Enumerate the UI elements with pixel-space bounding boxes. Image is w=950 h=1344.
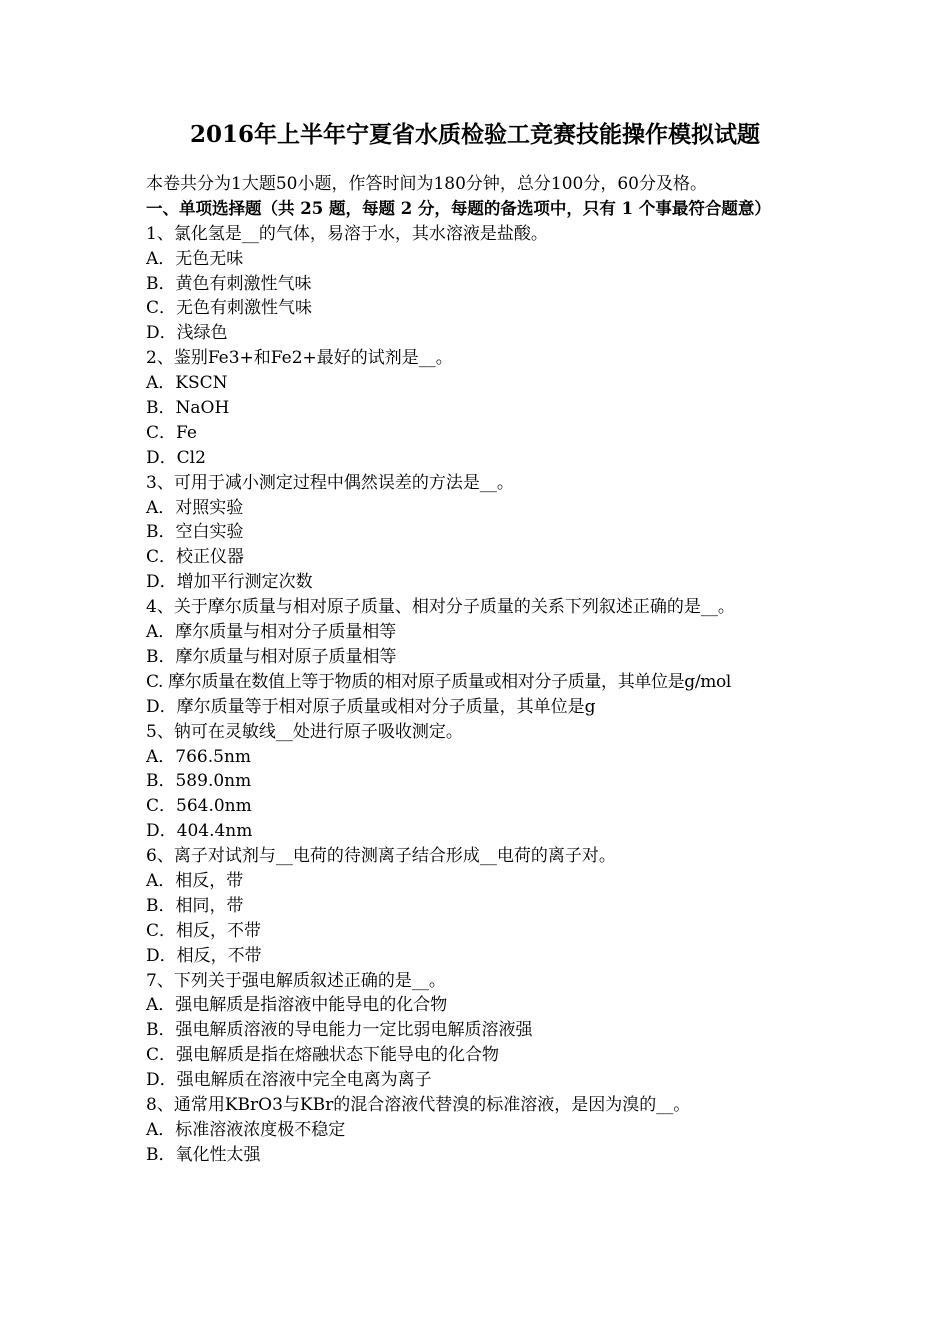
option-b: B．氧化性太强 — [146, 1144, 261, 1165]
question-stem: 8、通常用KBrO3与KBr的混合溶液代替溴的标准溶液，是因为溴的__。 — [146, 1094, 691, 1115]
option-b: B．黄色有刺激性气味 — [146, 273, 312, 294]
question-stem: 7、下列关于强电解质叙述正确的是__。 — [146, 970, 446, 991]
question-1 — [146, 222, 816, 346]
option-b: B．589.0nm — [146, 771, 252, 792]
question-stem: 3、可用于减小测定过程中偶然误差的方法是__。 — [146, 472, 514, 493]
option-d: D．Cl2 — [146, 447, 206, 468]
question-8 — [146, 1093, 816, 1168]
question-3 — [146, 471, 816, 595]
exam-intro: 本卷共分为1大题50小题，作答时间为180分钟，总分100分，60分及格。 — [146, 174, 707, 194]
option-b: B．强电解质溶液的导电能力一定比弱电解质溶液强 — [146, 1020, 533, 1041]
question-stem: 6、离子对试剂与__电荷的待测离子结合形成__电荷的离子对。 — [146, 846, 616, 867]
option-a: A．766.5nm — [146, 746, 252, 767]
option-a: A．摩尔质量与相对分子质量相等 — [146, 622, 397, 643]
option-b: B．摩尔质量与相对原子质量相等 — [146, 646, 397, 667]
option-a: A．无色无味 — [146, 248, 244, 269]
option-d: D．增加平行测定次数 — [146, 572, 313, 593]
question-stem: 5、钠可在灵敏线__处进行原子吸收测定。 — [146, 721, 463, 742]
section-heading: 一、单项选择题（共 25 题，每题 2 分，每题的备选项中，只有 1 个事最符合题意） — [146, 198, 771, 218]
option-c: C．Fe — [146, 422, 197, 443]
question-stem: 4、关于摩尔质量与相对原子质量、相对分子质量的关系下列叙述正确的是__。 — [146, 597, 735, 618]
question-stem: 2、鉴别Fe3+和Fe2+最好的试剂是__。 — [146, 348, 453, 369]
question-stem: 1、氯化氢是__的气体，易溶于水，其水溶液是盐酸。 — [146, 223, 548, 244]
option-c: C．相反，不带 — [146, 920, 262, 941]
question-7 — [146, 969, 816, 1093]
option-a: A．对照实验 — [146, 497, 244, 518]
option-c: C．强电解质是指在熔融状态下能导电的化合物 — [146, 1045, 500, 1066]
option-d: D．404.4nm — [146, 821, 253, 842]
question-2 — [146, 346, 816, 470]
option-b: B．NaOH — [146, 398, 230, 419]
option-d: D．浅绿色 — [146, 323, 228, 344]
option-c: C. 摩尔质量在数值上等于物质的相对原子质量或相对分子质量，其单位是g/mol — [146, 671, 731, 692]
option-a: A．强电解质是指溶液中能导电的化合物 — [146, 995, 448, 1016]
document-title: 2016年上半年宁夏省水质检验工竞赛技能操作模拟试题 — [189, 121, 760, 148]
question-6 — [146, 844, 816, 968]
option-a: A．相反，带 — [146, 870, 244, 891]
option-a: A．KSCN — [146, 373, 228, 394]
question-5 — [146, 720, 816, 844]
option-c: C．564.0nm — [146, 796, 252, 817]
option-c: C．无色有刺激性气味 — [146, 298, 313, 319]
option-d: D．相反，不带 — [146, 945, 262, 966]
option-c: C．校正仪器 — [146, 547, 245, 568]
option-d: D．强电解质在溶液中完全电离为离子 — [146, 1070, 432, 1091]
option-b: B．空白实验 — [146, 522, 244, 543]
document-body — [146, 172, 816, 1168]
option-b: B．相同，带 — [146, 895, 244, 916]
option-a: A．标准溶液浓度极不稳定 — [146, 1119, 346, 1140]
question-4 — [146, 595, 816, 719]
option-d: D．摩尔质量等于相对原子质量或相对分子质量，其单位是g — [146, 696, 596, 717]
